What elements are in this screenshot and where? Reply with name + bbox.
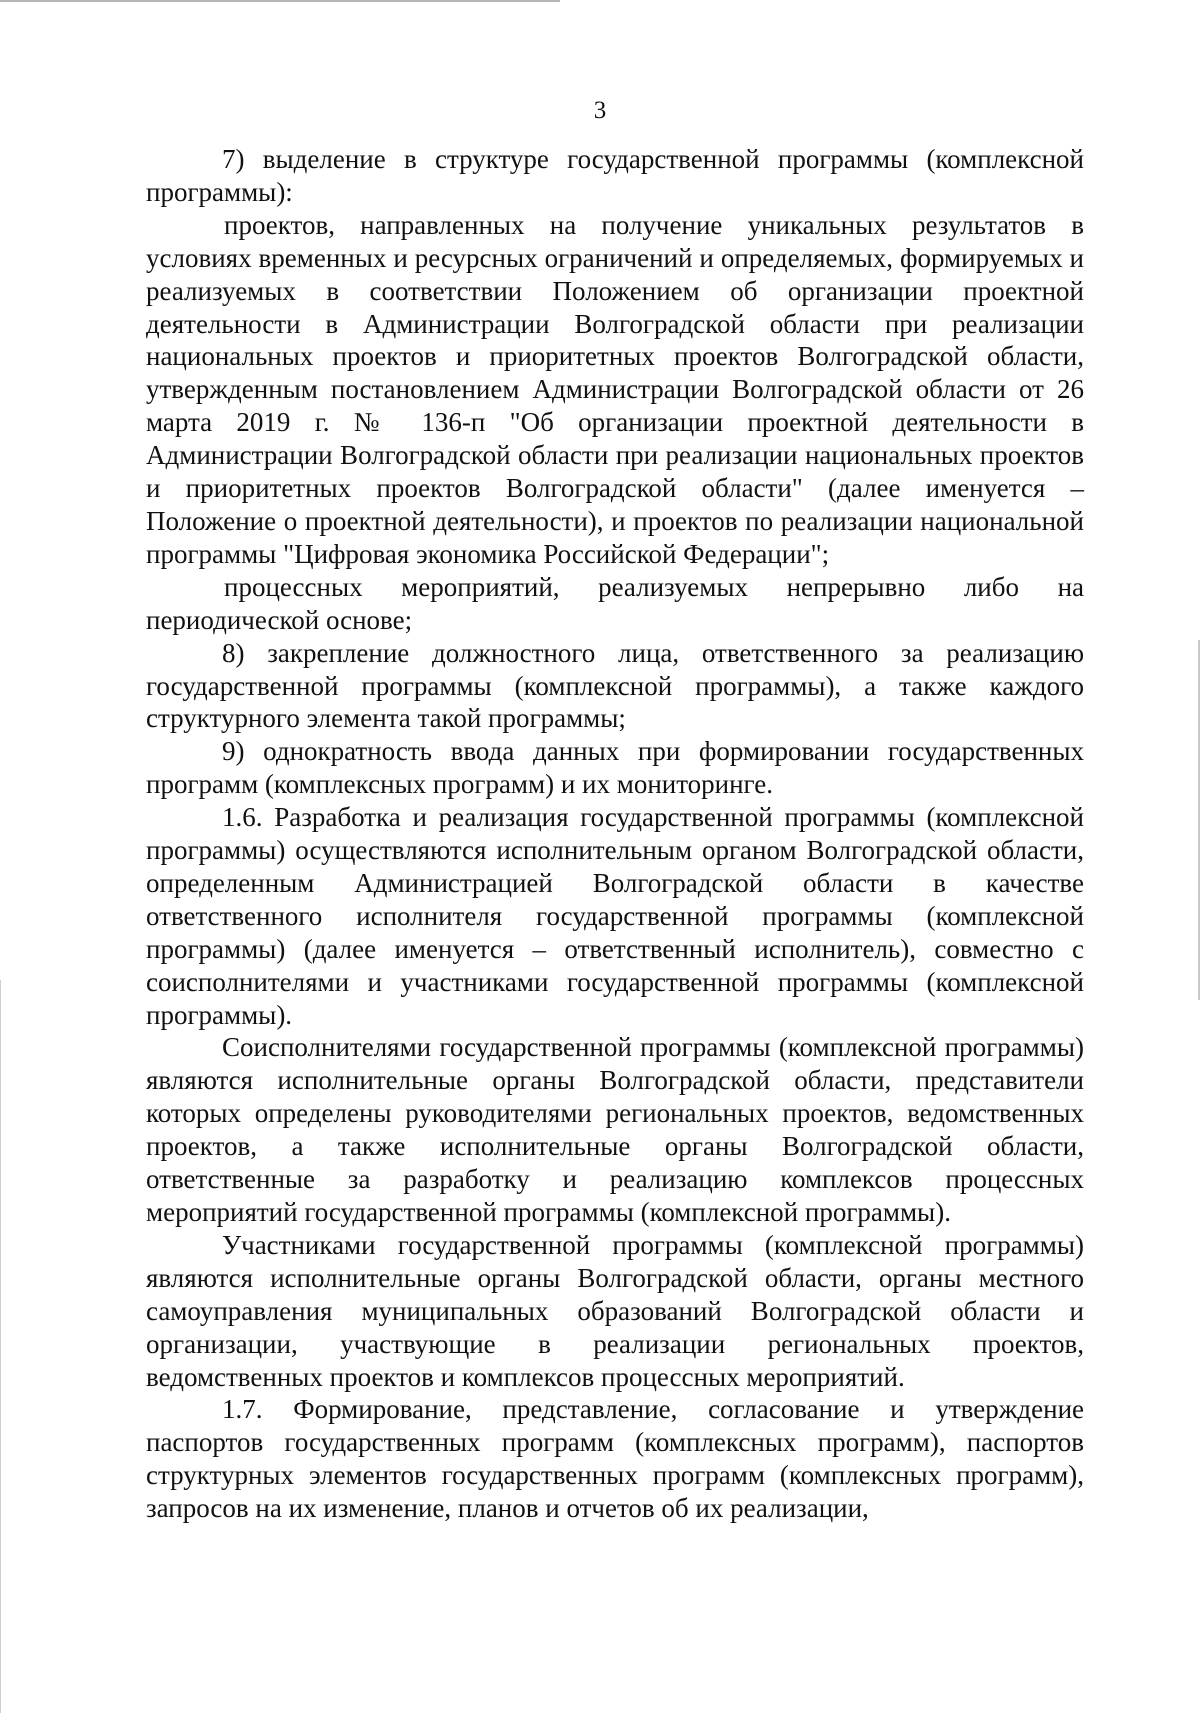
paragraph-section-1-7: 1.7. Формирование, представление, согласование и утверждение паспортов государственных программ (комплексных программ), паспортов структурных элементов государственных программ (комплексных программ), запросов на их изменение, планов и отчетов об их реализации, — [146, 1394, 1084, 1524]
page-number: 3 — [593, 97, 607, 124]
scan-edge-left — [0, 980, 1, 1713]
paragraph-item-9: 9) однократность ввода данных при формировании государственных программ (комплексных программ) и их мониторинге. — [146, 736, 1084, 800]
scan-edge-top — [0, 0, 560, 2]
paragraph-process-activities: процессных мероприятий, реализуемых непрерывно либо на периодической основе; — [146, 571, 1084, 635]
paragraph-item-8: 8) закрепление должностного лица, ответственного за реализацию государственной программы (комплексной программы), а также каждого структурного элемента такой программы; — [146, 637, 1084, 734]
paragraph-projects: проектов, направленных на получение уникальных результатов в условиях временных и ресурсных ограничений и определяемых, формируемых и реализуемых в соответствии Положением об организации проектной деятельности в Администрации Волгоградской области при реализации национальных проектов и приоритетных проектов Волгоградской области, утвержденным постановлением Администрации Волгоградской области от 26 марта 2019 г. № 136-п "Об организации проектной деятельности в Администрации Волгоградской области при реализации национальных проектов и приоритетных проектов Волгоградской области" (далее именуется – Положение о проектной деятельности), и проектов по реализации национальной программы "Цифровая экономика Российской Федерации"; — [146, 209, 1084, 569]
paragraph-item-7: 7) выделение в структуре государственной программы (комплексной программы): — [146, 144, 1084, 207]
paragraph-participants: Участниками государственной программы (комплексной программы) являются исполнительные органы Волгоградской области, органы местного самоуправления муниципальных образований Волгоградской области и организации, участвующие в реализации региональных проектов, ведомственных проектов и комплексов процессных мероприятий. — [146, 1229, 1084, 1392]
document-body — [146, 143, 1084, 1525]
paragraph-co-executors: Соисполнителями государственной программы (комплексной программы) являются исполнительные органы Волгоградской области, представители которых определены руководителями региональных проектов, ведомственных проектов, а также исполнительные органы Волгоградской области, ответственные за разработку и реализацию комплексов процессных мероприятий государственной программы (комплексной программы). — [146, 1032, 1084, 1227]
paragraph-section-1-6: 1.6. Разработка и реализация государственной программы (комплексной программы) осуществляются исполнительным органом Волгоградской области, определенным Администрацией Волгоградской области в качестве ответственного исполнителя государственной программы (комплексной программы) (далее именуется – ответственный исполнитель), совместно с соисполнителями и участниками государственной программы (комплексной программы). — [146, 802, 1084, 1030]
